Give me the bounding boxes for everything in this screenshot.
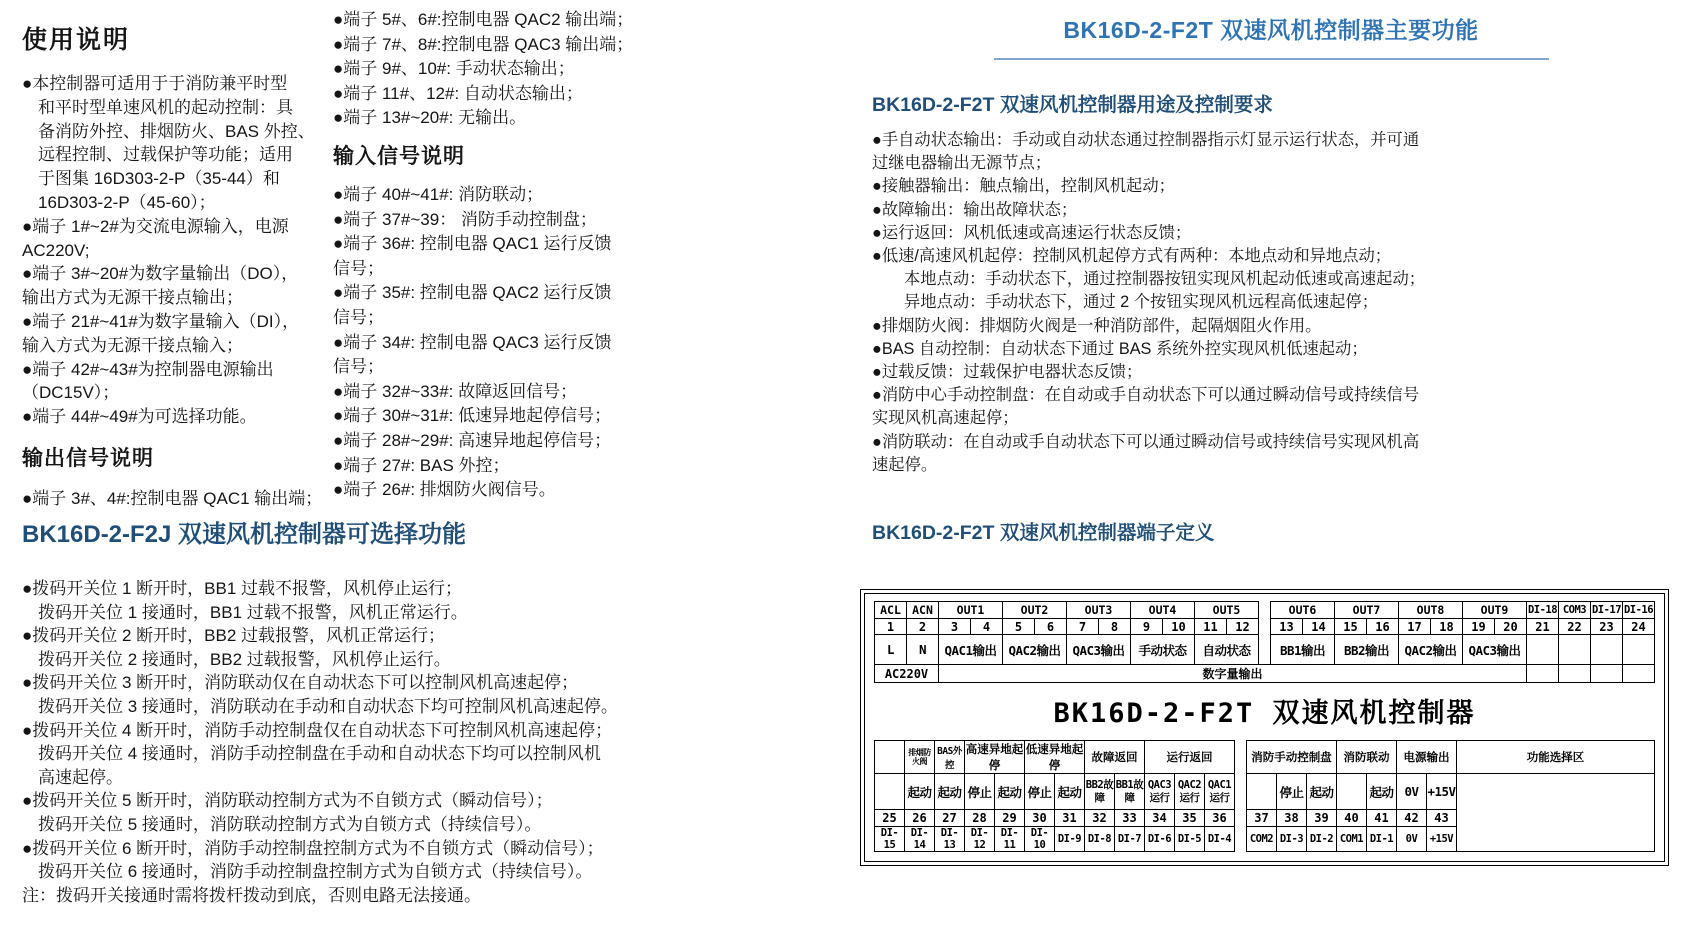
terminal-table-outer-border	[860, 589, 1669, 866]
cell-empty	[875, 741, 905, 774]
continuation-line: 信号；	[333, 307, 384, 327]
cell-group-header: OUT1	[939, 602, 1003, 619]
bullet-line: ●消防联动：在自动或手自动状态下可以通过瞬动信号或持续信号实现风机高	[872, 432, 1420, 451]
bullet-line: ●手自动状态输出：手动或自动状态通过控制器指示灯显示运行状态，并可通	[872, 131, 1420, 149]
cell-signal-label: 起动	[935, 774, 965, 810]
continuation-line: 拨码开关位 3 接通时，消防联动在手动和自动状态下均可控制风机高速起停。	[38, 696, 618, 716]
cell-terminal-label: QAC1输出	[939, 635, 1003, 665]
signal-description-column	[333, 8, 653, 503]
cell-empty	[1527, 665, 1559, 683]
continuation-line: AC220V;	[22, 240, 90, 260]
cell-group-header: DI-16	[1623, 602, 1655, 619]
cell-group-header: OUT6	[1271, 602, 1335, 619]
table-gap	[1235, 741, 1247, 852]
table-row	[875, 665, 1655, 683]
cell-terminal-number: 32	[1085, 810, 1115, 827]
cell-io-label: DI-4	[1205, 827, 1235, 852]
cell-terminal-number: 20	[1495, 619, 1527, 635]
cell-signal-label: 起动	[905, 774, 935, 810]
cell-terminal-number: 14	[1303, 619, 1335, 635]
cell-signal-label: QAC1运行	[1205, 774, 1235, 810]
cell-empty	[1591, 665, 1623, 683]
continuation-line: 实现风机高速起停；	[872, 409, 1019, 428]
cell-terminal-number: 30	[1025, 810, 1055, 827]
cell-empty	[1337, 774, 1367, 810]
table-row	[875, 774, 1655, 810]
cell-io-label: COM1	[1337, 827, 1367, 852]
cell-terminal-number: 42	[1397, 810, 1427, 827]
cell-terminal-number: 28	[965, 810, 995, 827]
cell-terminal-label: BB1输出	[1271, 635, 1335, 665]
bullet-line: ●端子 9#、10#: 手动状态输出；	[333, 59, 575, 79]
cell-terminal-number: 37	[1247, 810, 1277, 827]
bullet-line: ●端子 42#~43#为控制器电源输出	[22, 359, 274, 379]
cell-digital-output-label: 数字量输出	[939, 665, 1527, 683]
cell-terminal-number: 27	[935, 810, 965, 827]
cell-group-header: OUT7	[1335, 602, 1399, 619]
continuation-line: 拨码开关位 4 接通时，消防手动控制盘在手动和自动状态下均可以控制风机	[38, 744, 601, 764]
cell-empty	[1559, 665, 1591, 683]
continuation-line: 和平时型单速风机的起动控制：具	[38, 97, 293, 117]
cell-group-header: DI-17	[1591, 602, 1623, 619]
terminal-table-inner-border	[864, 593, 1665, 862]
cell-terminal-number: 38	[1277, 810, 1307, 827]
cell-terminal-label: N	[907, 635, 939, 665]
bullet-line: ●本控制器可适用于于消防兼平时型	[22, 74, 288, 93]
f2j-optional-functions-section	[22, 514, 670, 907]
cell-group-header-function-select: 功能选择区	[1457, 741, 1655, 774]
cell-group-header: 低速异地起停	[1025, 742, 1084, 773]
f2t-main-section	[866, 12, 1676, 866]
bullet-line: ●端子 11#、12#: 自动状态输出；	[333, 83, 583, 103]
bullet-line: ●拨码开关位 6 断开时，消防手动控制盘控制方式为不自锁方式（瞬动信号）；	[22, 838, 604, 858]
bullet-line: ●接触器输出：触点输出，控制风机起动；	[872, 177, 1175, 196]
cell-io-label: +15V	[1427, 827, 1457, 852]
note-line: 注：拨码开关接通时需将拨杆拨动到底，否则电路无法接通。	[22, 885, 481, 905]
terminal-table-top	[874, 601, 1655, 683]
bullet-line: ●端子 28#~29#: 高速异地起停信号；	[333, 430, 612, 450]
cell-io-label: DI-2	[1307, 827, 1337, 852]
cell-terminal-number: 43	[1427, 810, 1457, 827]
cell-group-header: OUT3	[1067, 602, 1131, 619]
cell-group-header: ACL	[875, 602, 907, 619]
cell-terminal-label: 自动状态	[1195, 635, 1259, 665]
cell-terminal-number: 36	[1205, 810, 1235, 827]
continuation-line: 于图集 16D303-2-P（35-44）和	[38, 169, 280, 189]
cell-terminal-label: QAC2输出	[1399, 635, 1463, 665]
cell-signal-label: +15V	[1427, 774, 1457, 810]
bullet-line: ●端子 30#~31#: 低速异地起停信号；	[333, 406, 612, 426]
cell-terminal-number: 6	[1035, 619, 1067, 635]
continuation-line: 速起停。	[872, 455, 938, 474]
cell-empty	[1559, 635, 1591, 665]
bullet-line: ●低速/高速风机起停：控制风机起停方式有两种：本地点动和异地点动；	[872, 247, 1392, 266]
cell-terminal-number: 18	[1431, 619, 1463, 635]
cell-terminal-number: 1	[875, 619, 907, 635]
terminal-table-bottom	[874, 740, 1655, 852]
bullet-line: ●消防中心手动控制盘：在自动或手自动状态下可以通过瞬动信号或持续信号	[872, 386, 1420, 405]
cell-function-select-area	[1457, 774, 1655, 852]
cell-signal-label: QAC3运行	[1145, 774, 1175, 810]
cell-terminal-number: 41	[1367, 810, 1397, 827]
continuation-line: 远程控制、过载保护等功能；适用	[38, 145, 293, 165]
bullet-line: ●端子 3#、4#:控制电器 QAC1 输出端；	[22, 488, 323, 508]
cell-group-header: OUT2	[1003, 602, 1067, 619]
bullet-line: ●端子 13#~20#: 无输出。	[333, 108, 527, 128]
cell-terminal-number: 8	[1099, 619, 1131, 635]
f2j-optional-functions-title: BK16D-2-F2J 双速风机控制器可选择功能	[22, 521, 467, 548]
bullet-line: ●端子 26#: 排烟防火阀信号。	[333, 480, 556, 500]
bullet-line: ●端子 44#~49#为可选择功能。	[22, 407, 257, 427]
bullet-line: ●端子 37#~39： 消防手动控制盘；	[333, 209, 597, 229]
cell-group-header: 消防联动	[1337, 741, 1397, 774]
continuation-line: 拨码开关位 1 接通时，BB1 过载不报警，风机正常运行。	[38, 602, 468, 622]
cell-terminal-number: 23	[1591, 619, 1623, 635]
f2t-usage-body	[872, 129, 1676, 477]
bullet-line: ●拨码开关位 5 断开时，消防联动控制方式为不自锁方式（瞬动信号）；	[22, 791, 553, 811]
continuation-line: 高速起停。	[38, 767, 123, 787]
cell-terminal-number: 31	[1055, 810, 1085, 827]
continuation-line: 16D303-2-P（45-60）；	[38, 192, 216, 212]
cell-signal-label: 起动	[1055, 774, 1085, 810]
cell-empty	[1527, 635, 1559, 665]
bullet-line: ●过载反馈：过载保护电器状态反馈；	[872, 363, 1143, 382]
cell-terminal-number: 24	[1623, 619, 1655, 635]
bullet-line: ●拨码开关位 4 断开时，消防手动控制盘仅在自动状态下可控制风机高速起停；	[22, 720, 613, 740]
bullet-line: ●运行返回：风机低速或高速运行状态反馈；	[872, 223, 1192, 242]
cell-terminal-label: L	[875, 635, 907, 665]
bullet-line: ●端子 27#: BAS 外控；	[333, 455, 510, 475]
cell-terminal-number: 39	[1307, 810, 1337, 827]
cell-io-label: COM2	[1247, 827, 1277, 852]
bullet-line: ●BAS 自动控制：自动状态下通过 BAS 系统外控实现风机低速起动；	[872, 339, 1368, 358]
continuation-line: 输入方式为无源干接点输入；	[22, 335, 243, 355]
cell-signal-label: 起动	[1307, 774, 1337, 810]
cell-group-header: 电源输出	[1397, 741, 1457, 774]
cell-io-label: DI-11	[995, 827, 1025, 852]
cell-io-label: DI-7	[1115, 827, 1145, 852]
cell-power-label: AC220V	[875, 665, 939, 683]
cell-terminal-number: 25	[875, 810, 905, 827]
cell-terminal-number: 29	[995, 810, 1025, 827]
bullet-line: ●端子 34#: 控制电器 QAC3 运行反馈	[333, 332, 612, 352]
continuation-line: 过继电器输出无源节点；	[872, 154, 1052, 173]
output-signals-title: 输出信号说明	[22, 446, 154, 470]
cell-terminal-number: 2	[907, 619, 939, 635]
cell-group-header: 运行返回	[1145, 741, 1235, 774]
cell-group-header: ACN	[907, 602, 939, 619]
continuation-line: 本地点动：手动状态下，通过控制器按钮实现风机起动低速或高速起动；	[904, 270, 1426, 289]
cell-terminal-number: 3	[939, 619, 971, 635]
bullet-line: ●端子 1#~2#为交流电源输入，电源	[22, 216, 289, 236]
cell-empty	[1591, 635, 1623, 665]
cell-io-label: DI-6	[1145, 827, 1175, 852]
cell-terminal-number: 21	[1527, 619, 1559, 635]
cell-terminal-number: 13	[1271, 619, 1303, 635]
bullet-line: ●拨码开关位 3 断开时，消防联动仅在自动状态下可以控制风机高速起停；	[22, 673, 579, 693]
cell-io-label: DI-1	[1367, 827, 1397, 852]
cell-signal-label: 起动	[1367, 774, 1397, 810]
cell-terminal-number: 11	[1195, 619, 1227, 635]
continuation-line: 信号；	[333, 258, 384, 278]
bullet-line: ●端子 7#、8#:控制电器 QAC3 输出端；	[333, 34, 634, 54]
cell-signal-label: 起动	[995, 774, 1025, 810]
input-signals-title: 输入信号说明	[333, 144, 465, 168]
cell-empty	[1623, 635, 1655, 665]
cell-terminal-label: QAC3输出	[1463, 635, 1527, 665]
cell-signal-label: 停止	[1025, 774, 1055, 810]
continuation-line: 拨码开关位 5 接通时，消防联动控制方式为自锁方式（持续信号）。	[38, 814, 542, 834]
cell-terminal-number: 9	[1131, 619, 1163, 635]
bullet-line: ●端子 40#~41#: 消防联动；	[333, 184, 544, 204]
cell-terminal-label: QAC3输出	[1067, 635, 1131, 665]
f2t-terminals-section-title: BK16D-2-F2T 双速风机控制器端子定义	[872, 522, 1215, 545]
cell-group-header: OUT4	[1131, 602, 1195, 619]
cell-terminal-number: 34	[1145, 810, 1175, 827]
cell-signal-label: BB2故障	[1085, 774, 1115, 810]
cell-terminal-number: 22	[1559, 619, 1591, 635]
cell-io-label: 0V	[1397, 827, 1427, 852]
continuation-line: 输出方式为无源干接点输出；	[22, 288, 243, 308]
bullet-line: ●拨码开关位 2 断开时，BB2 过载报警，风机正常运行；	[22, 626, 446, 646]
cell-terminal-number: 10	[1163, 619, 1195, 635]
continuation-line: 拨码开关位 2 接通时，BB2 过载报警，风机停止运行。	[38, 649, 451, 669]
cell-io-label: DI-8	[1085, 827, 1115, 852]
cell-io-label: DI-10	[1025, 827, 1055, 852]
cell-signal-label: QAC2运行	[1175, 774, 1205, 810]
cell-terminal-number: 17	[1399, 619, 1431, 635]
bullet-line: ●端子 21#~41#为数字量输入（DI），	[22, 311, 300, 331]
cell-terminal-number: 19	[1463, 619, 1495, 635]
table-row	[875, 602, 1655, 619]
usage-instructions-title: 使用说明	[22, 26, 131, 54]
cell-terminal-number: 7	[1067, 619, 1099, 635]
continuation-line: 备消防外控、排烟防火、BAS 外控、	[38, 121, 315, 141]
cell-terminal-number: 15	[1335, 619, 1367, 635]
terminal-table-title: BK16D-2-F2T 双速风机控制器	[1053, 698, 1476, 730]
cell-terminal-number: 4	[971, 619, 1003, 635]
cell-signal-label: 停止	[965, 774, 995, 810]
cell-signal-label: 停止	[1277, 774, 1307, 810]
cell-io-label: DI-13	[935, 827, 965, 852]
cell-terminal-number: 12	[1227, 619, 1259, 635]
f2t-usage-section-title: BK16D-2-F2T 双速风机控制器用途及控制要求	[872, 94, 1273, 116]
cell-group-header: 故障返回	[1085, 741, 1145, 774]
cell-group-header: COM3	[1559, 602, 1591, 619]
terminal-table	[860, 589, 1676, 866]
cell-group-header: OUT9	[1463, 602, 1527, 619]
cell-terminal-label: BB2输出	[1335, 635, 1399, 665]
bullet-line: ●端子 3#~20#为数字量输出（DO），	[22, 264, 299, 284]
cell-terminal-number: 26	[905, 810, 935, 827]
bullet-line: ●排烟防火阀：排烟防火阀是一种消防部件，起隔烟阻火作用。	[872, 316, 1322, 335]
continuation-line: 异地点动：手动状态下，通过 2 个按钮实现风机远程高低速起停；	[904, 293, 1378, 312]
cell-io-label: DI-15	[875, 827, 905, 852]
f2t-main-title: BK16D-2-F2T 双速风机控制器主要功能	[1063, 17, 1479, 43]
cell-io-label: DI-14	[905, 827, 935, 852]
cell-group-header: 高速异地起停	[965, 742, 1024, 773]
bullet-line: ●端子 32#~33#: 故障返回信号；	[333, 381, 578, 401]
cell-terminal-number: 33	[1115, 810, 1145, 827]
cell-terminal-number: 5	[1003, 619, 1035, 635]
cell-empty	[1623, 665, 1655, 683]
cell-terminal-number: 40	[1337, 810, 1367, 827]
continuation-line: 信号；	[333, 357, 384, 377]
bullet-line: ●端子 5#、6#:控制电器 QAC2 输出端；	[333, 10, 634, 29]
cell-signal-label: 0V	[1397, 774, 1427, 810]
cell-group-header: 排烟防火阀	[905, 741, 935, 774]
continuation-line: （DC15V）；	[22, 383, 120, 403]
bullet-line: ●端子 35#: 控制电器 QAC2 运行反馈	[333, 283, 612, 303]
cell-signal-label: BB1故障	[1115, 774, 1145, 810]
cell-group-header: 消防手动控制盘	[1247, 741, 1337, 774]
cell-empty	[875, 774, 905, 810]
table-gap	[1259, 602, 1271, 665]
cell-io-label: DI-5	[1175, 827, 1205, 852]
bullet-line: ●故障输出：输出故障状态；	[872, 200, 1078, 219]
cell-io-label: DI-12	[965, 827, 995, 852]
cell-empty	[1247, 774, 1277, 810]
cell-terminal-label: 手动状态	[1131, 635, 1195, 665]
cell-group-header: OUT5	[1195, 602, 1259, 619]
cell-group-header: DI-18	[1527, 602, 1559, 619]
title-underline	[994, 58, 1549, 60]
cell-io-label: DI-9	[1055, 827, 1085, 852]
table-row	[875, 741, 1655, 774]
bullet-line: ●端子 36#: 控制电器 QAC1 运行反馈	[333, 234, 612, 254]
cell-terminal-number: 35	[1175, 810, 1205, 827]
bullet-line: ●拨码开关位 1 断开时，BB1 过载不报警，风机停止运行；	[22, 579, 463, 598]
cell-group-header: BAS外控	[935, 741, 965, 774]
usage-instructions-column	[22, 20, 330, 511]
cell-io-label: DI-3	[1277, 827, 1307, 852]
cell-terminal-label: QAC2输出	[1003, 635, 1067, 665]
cell-terminal-number: 16	[1367, 619, 1399, 635]
continuation-line: 拨码开关位 6 接通时，消防手动控制盘控制方式为自锁方式（持续信号）。	[38, 862, 593, 882]
cell-group-header: OUT8	[1399, 602, 1463, 619]
